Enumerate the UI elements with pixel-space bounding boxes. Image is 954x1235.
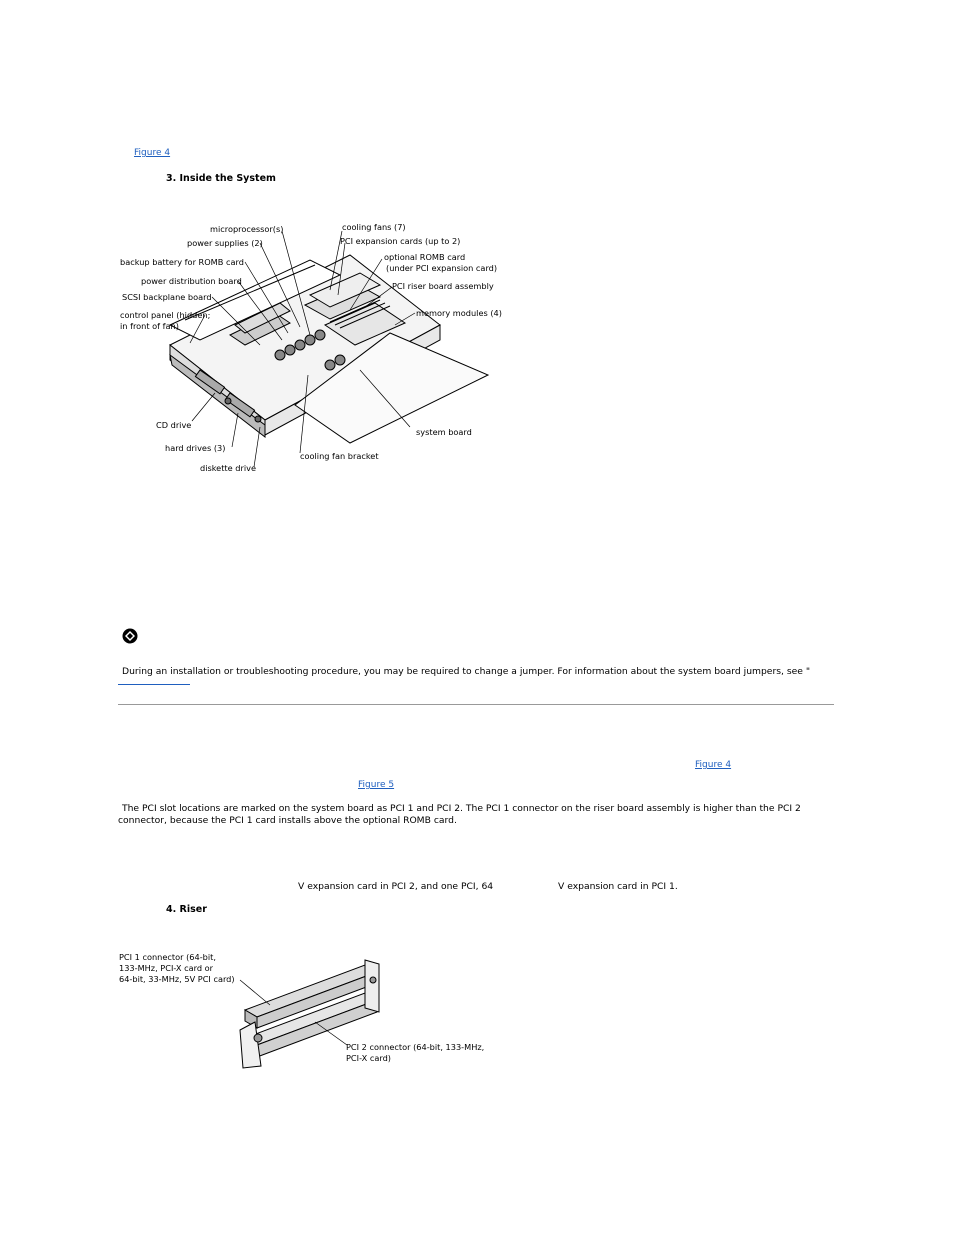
- figure-4-link-mid[interactable]: Figure 4: [695, 760, 732, 770]
- figure-3-caption: 3. Inside the System: [166, 173, 276, 184]
- label-cooling-fans: cooling fans (7): [342, 222, 406, 232]
- label-cd-drive: CD drive: [156, 420, 192, 430]
- label-pci1-2: 133-MHz, PCI-X card or: [119, 963, 214, 973]
- label-hard-drives: hard drives (3): [165, 443, 226, 453]
- figure-4-caption: 4. Riser: [166, 904, 207, 915]
- section-divider: [118, 704, 834, 705]
- label-memory: memory modules (4): [416, 308, 502, 318]
- pci-slot-paragraph-1: The PCI slot locations are marked on the system board as PCI 1 and PCI 2. The PCI 1 connector on the riser board assembly is higher than the PCI 2: [122, 803, 801, 814]
- expansion-text-b: V expansion card in PCI 1.: [558, 881, 678, 892]
- label-pci-cards: PCI expansion cards (up to 2): [340, 236, 461, 246]
- label-romb-2: (under PCI expansion card): [386, 263, 498, 273]
- pci-slot-paragraph-2: connector, because the PCI 1 card installs above the optional ROMB card.: [118, 815, 457, 826]
- label-pci1-1: PCI 1 connector (64-bit,: [119, 952, 216, 962]
- label-power-distribution: power distribution board: [141, 276, 242, 286]
- label-riser-assembly: PCI riser board assembly: [392, 281, 494, 291]
- jumper-text: During an installation or troubleshooting procedure, you may be required to change a jumper. For information about the system board jumpers, see ": [122, 666, 811, 677]
- label-control-panel-1: control panel (hidden;: [120, 310, 211, 320]
- label-control-panel-2: in front of fan): [120, 321, 179, 331]
- notice-icon: [122, 628, 138, 644]
- label-pci2-2: PCI-X card): [346, 1053, 391, 1063]
- label-backup-battery: backup battery for ROMB card: [120, 257, 244, 267]
- label-pci2-1: PCI 2 connector (64-bit, 133-MHz,: [346, 1042, 485, 1052]
- inside-system-illustration: [110, 215, 510, 485]
- label-system-board: system board: [416, 427, 472, 437]
- label-microprocessor: microprocessor(s): [210, 224, 284, 234]
- label-diskette: diskette drive: [200, 463, 257, 473]
- label-fan-bracket: cooling fan bracket: [300, 451, 379, 461]
- jumper-paragraph: [122, 666, 834, 690]
- figure-5-link[interactable]: Figure 5: [358, 780, 395, 790]
- label-romb-1: optional ROMB card: [384, 252, 466, 262]
- label-power-supplies: power supplies (2): [187, 238, 263, 248]
- expansion-text-a: V expansion card in PCI 2, and one PCI, 64: [298, 881, 494, 892]
- jumpers-link-continuation[interactable]: [118, 684, 190, 685]
- label-scsi-backplane: SCSI backplane board: [122, 292, 212, 302]
- label-pci1-3: 64-bit, 33-MHz, 5V PCI card): [119, 974, 235, 984]
- riser-illustration: [115, 950, 495, 1070]
- figure-4-link-top[interactable]: Figure 4: [134, 148, 171, 158]
